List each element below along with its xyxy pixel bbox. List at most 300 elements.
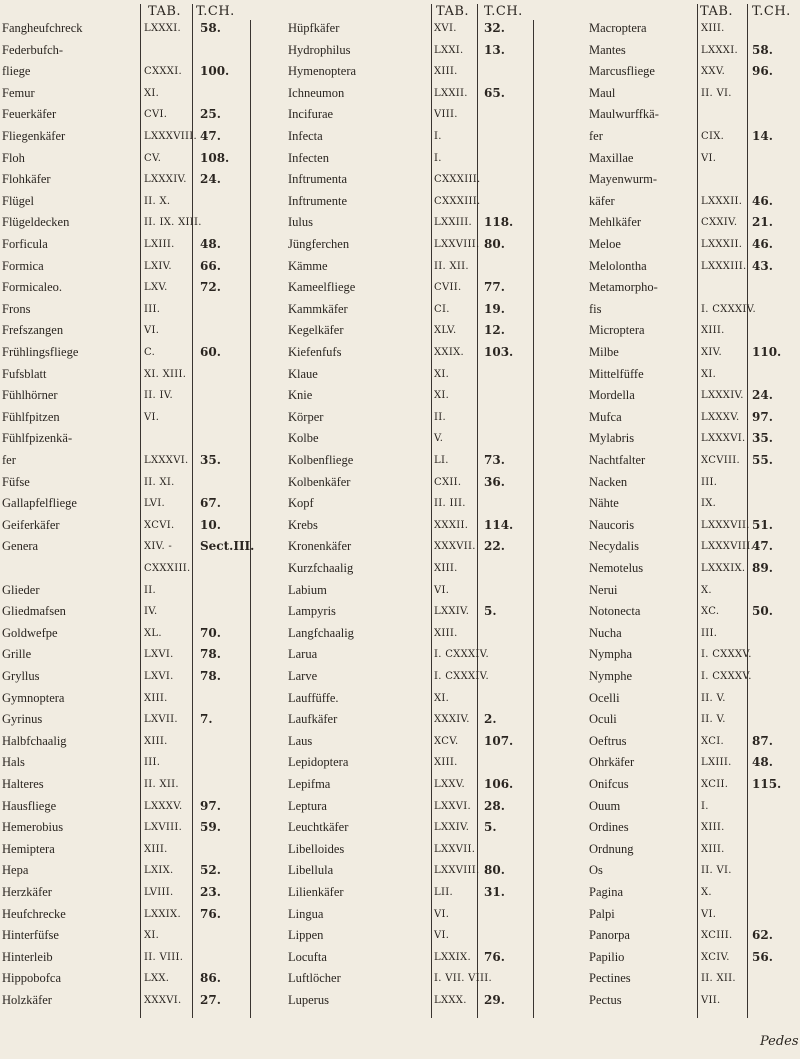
entry-table: LXVII. <box>144 714 178 726</box>
entry-chapter: 24. <box>752 388 773 403</box>
entry-table: LXXXIV. <box>701 390 744 402</box>
entry-chapter: 46. <box>752 237 773 251</box>
entry-term: Fufsblatt <box>2 366 47 381</box>
entry-chapter: 115. <box>752 777 782 791</box>
entry-chapter: 43. <box>752 258 773 273</box>
entry-chapter: 48. <box>200 237 221 251</box>
entry-table: II. V. <box>701 714 726 726</box>
entry-table: I. CXXXIV. <box>701 303 756 315</box>
entry-term: Palpi <box>589 906 615 921</box>
entry-term: fer <box>589 129 603 143</box>
entry-term: Lauffüffe. <box>288 690 339 705</box>
entry-term: Kopf <box>288 496 314 511</box>
entry-chapter: 31. <box>484 885 505 899</box>
entry-table: XI. <box>434 692 450 704</box>
entry-term: Mufca <box>589 409 622 424</box>
entry-term: Mordella <box>589 388 635 403</box>
entry-term: Pagina <box>589 885 624 899</box>
entry-chapter: 55. <box>752 453 773 467</box>
entry-table: LVI. <box>144 498 166 510</box>
entry-term: Hinterfüfse <box>2 928 59 943</box>
entry-table: XCI. <box>701 735 724 747</box>
entry-term: Goldwefpe <box>2 625 58 640</box>
entry-term: Kolbe <box>288 431 319 446</box>
col2-tab-header: TAB. <box>436 4 470 19</box>
entry-table: XXV. <box>701 66 726 78</box>
entry-table: XIII. <box>434 757 458 769</box>
entry-chapter: 65. <box>484 85 505 100</box>
entry-term: Ohrkäfer <box>589 755 635 770</box>
entry-table: LXXXV. <box>701 411 740 423</box>
entry-table: VI. <box>701 152 717 164</box>
entry-chapter: 21. <box>752 215 773 230</box>
entry-table: XIII. <box>701 843 725 855</box>
entry-term: Federbufch- <box>2 42 64 57</box>
entry-table: XI. <box>434 368 450 380</box>
entry-term: Incifurae <box>288 107 334 122</box>
entry-term: Maulwurffkä- <box>589 107 659 122</box>
entry-term: Halbfchaalig <box>2 733 67 748</box>
entry-chapter: 89. <box>752 561 773 575</box>
entry-table: I. <box>701 800 709 812</box>
entry-term: Ichneumon <box>288 85 345 100</box>
entry-term: Mantes <box>589 42 626 57</box>
entry-table: II. <box>434 411 446 423</box>
entry-chapter: 2. <box>484 712 497 727</box>
entry-table: LXXXVI. <box>701 433 746 445</box>
entry-table: C. <box>144 347 156 358</box>
entry-term: Körper <box>288 409 324 424</box>
entry-table: XIII. <box>701 23 725 34</box>
entry-term: Frühlingsfliege <box>2 345 79 359</box>
entry-table: LXIV. <box>144 260 172 272</box>
entry-chapter: 114. <box>484 517 514 532</box>
entry-term: Kolbenfliege <box>288 453 354 467</box>
entry-table: LXIX. <box>144 865 174 877</box>
entry-chapter: 86. <box>200 971 221 986</box>
entry-term: Iulus <box>288 215 313 230</box>
entry-term: Marcusfliege <box>589 64 655 79</box>
entry-table: XIII. <box>144 843 168 855</box>
entry-chapter: 5. <box>484 820 497 835</box>
entry-term: Fühlfpizenkä- <box>2 431 73 446</box>
entry-table: III. <box>701 627 718 639</box>
entry-term: Krebs <box>288 517 318 532</box>
entry-chapter: 56. <box>752 949 773 964</box>
rule <box>431 4 432 1018</box>
entry-term: Labium <box>288 582 327 597</box>
entry-term: Flügel <box>2 193 34 208</box>
entry-term: Pectus <box>589 993 622 1007</box>
col3-tab-header: TAB. <box>700 4 734 19</box>
entry-term: Locufta <box>288 949 327 964</box>
entry-table: VI. <box>434 908 450 920</box>
entry-term: Onifcus <box>589 777 629 791</box>
entry-term: Metamorpho- <box>589 280 658 295</box>
entry-term: Glieder <box>2 582 40 597</box>
entry-chapter: 58. <box>752 42 773 57</box>
entry-table: XLV. <box>434 325 457 337</box>
entry-term: Ordines <box>589 820 629 835</box>
entry-term: Floh <box>2 150 25 165</box>
catchword: Pedes <box>760 1034 799 1049</box>
entry-table: VI. <box>701 908 717 920</box>
entry-table: XIV. - <box>144 541 173 553</box>
entry-table: CXXIV. <box>701 217 738 229</box>
entry-table: LXXXII. <box>701 195 743 207</box>
rule <box>697 4 698 1018</box>
entry-table: CV. <box>144 152 162 164</box>
entry-chapter: 100. <box>200 64 230 79</box>
entry-term: Os <box>589 863 603 878</box>
rule <box>250 20 251 1018</box>
rule <box>747 4 748 1018</box>
entry-table: CXXXIII. <box>434 195 481 207</box>
entry-table: LXXIV. <box>434 822 470 834</box>
entry-chapter: 96. <box>752 64 773 79</box>
entry-table: VII. <box>701 995 721 1006</box>
entry-table: XCIII. <box>701 930 733 942</box>
entry-chapter: 108. <box>200 150 230 165</box>
entry-term: Klaue <box>288 366 318 381</box>
entry-term: Oeftrus <box>589 733 627 748</box>
entry-term: Holzkäfer <box>2 993 52 1007</box>
entry-table: VI. <box>144 411 160 423</box>
entry-term: Nucha <box>589 625 622 640</box>
entry-term: Nachtfalter <box>589 453 646 467</box>
entry-term: Kronenkäfer <box>288 539 352 554</box>
entry-term: Inftrumenta <box>288 172 348 187</box>
entry-term: Hydrophilus <box>288 42 351 57</box>
entry-term: Halteres <box>2 777 44 791</box>
entry-table: III. <box>144 757 161 769</box>
entry-table: LXVI. <box>144 649 174 661</box>
entry-chapter: 24. <box>200 172 221 187</box>
entry-chapter: 28. <box>484 798 505 813</box>
entry-table: LXXX. <box>434 995 467 1006</box>
entry-table: CIX. <box>701 131 725 142</box>
entry-table: XXXVI. <box>144 995 182 1006</box>
entry-table: XC. <box>701 606 720 618</box>
entry-chapter: 22. <box>484 539 505 554</box>
entry-term: Hausfliege <box>2 798 57 813</box>
entry-table: XXXIV. <box>434 714 470 726</box>
entry-table: V. <box>434 433 444 445</box>
entry-table: LXIII. <box>701 757 732 769</box>
entry-table: XI. XIII. <box>144 368 187 380</box>
entry-table: LVIII. <box>144 887 174 898</box>
entry-chapter: 107. <box>484 733 514 748</box>
entry-chapter: 80. <box>484 237 505 251</box>
entry-table: IX. <box>701 498 717 510</box>
entry-term: Mayenwurm- <box>589 172 658 187</box>
entry-term: Kurzfchaalig <box>288 561 354 575</box>
entry-table: II. V. <box>701 692 726 704</box>
entry-term: Lepifma <box>288 777 331 791</box>
entry-term: Grille <box>2 647 32 662</box>
entry-term: Leuchtkäfer <box>288 820 349 835</box>
entry-table: LXX. <box>144 973 170 985</box>
entry-term: Kameelfliege <box>288 280 356 295</box>
entry-table: VIII. <box>434 109 458 121</box>
entry-table: CI. <box>434 303 450 315</box>
entry-table: CXXXIII. <box>434 174 481 186</box>
entry-term: Lilienkäfer <box>288 885 344 899</box>
entry-chapter: 77. <box>484 280 505 295</box>
entry-table: LXXIV. <box>434 606 470 618</box>
entry-table: II. X. <box>144 195 171 207</box>
entry-term: Herzkäfer <box>2 885 52 899</box>
entry-term: Luperus <box>288 993 329 1007</box>
entry-table: XCVIII. <box>701 455 740 466</box>
entry-table: LXXXVIII. <box>144 131 197 142</box>
entry-table: LXXIX. <box>144 908 181 920</box>
entry-term: Melolontha <box>589 258 647 273</box>
entry-term: Libellula <box>288 863 334 878</box>
col1-tch-header: T.CH. <box>196 4 235 19</box>
entry-chapter: 60. <box>200 345 221 359</box>
entry-chapter: 70. <box>200 625 221 640</box>
entry-term: Ouum <box>589 798 621 813</box>
entry-term: Pectines <box>589 971 631 986</box>
entry-table: LXXIII. <box>434 217 473 229</box>
entry-term: Infecta <box>288 129 323 143</box>
entry-term: Fühlfpitzen <box>2 409 60 424</box>
rule <box>533 20 534 1018</box>
entry-chapter: 25. <box>200 107 221 122</box>
entry-chapter: 13. <box>484 42 505 57</box>
entry-table: II. XI. <box>144 476 175 488</box>
entry-table: I. VII. VIII. <box>434 973 492 985</box>
entry-term: Langfchaalig <box>288 625 354 640</box>
entry-term: Gryllus <box>2 669 40 683</box>
entry-table: LI. <box>434 455 449 466</box>
entry-term: Flohkäfer <box>2 172 51 187</box>
entry-term: Nympha <box>589 647 633 662</box>
entry-term: Larve <box>288 669 318 683</box>
entry-term: Macroptera <box>589 21 647 35</box>
entry-table: LXXIX. <box>434 951 471 963</box>
entry-table: LXXXII. <box>701 239 743 250</box>
entry-table: LXXV. <box>434 779 466 790</box>
entry-table: LXXXI. <box>701 44 738 56</box>
entry-term: Fühlhörner <box>2 388 58 403</box>
entry-table: X. <box>701 887 712 898</box>
entry-term: Hals <box>2 755 25 770</box>
entry-term: Nacken <box>589 474 628 489</box>
entry-table: CVI. <box>144 109 168 121</box>
rule <box>192 4 193 1018</box>
entry-term: Panorpa <box>589 928 630 943</box>
entry-term: Kegelkäfer <box>288 323 344 338</box>
entry-term: Geiferkäfer <box>2 517 60 532</box>
entry-chapter: 87. <box>752 733 773 748</box>
entry-chapter: 29. <box>484 993 505 1007</box>
entry-table: LXXXI. <box>144 23 181 34</box>
entry-table: XIV. <box>701 347 722 358</box>
entry-term: Mylabris <box>589 431 635 446</box>
entry-term: Lippen <box>288 928 324 943</box>
entry-term: Naucoris <box>589 517 635 532</box>
entry-table: VI. <box>144 325 160 337</box>
entry-term: Laus <box>288 733 313 748</box>
entry-term: Feuerkäfer <box>2 107 57 122</box>
entry-chapter: 59. <box>200 820 221 835</box>
entry-table: LXXXV. <box>144 800 183 812</box>
entry-table: XIII. <box>434 563 458 574</box>
entry-term: Hippobofca <box>2 971 62 986</box>
entry-term: Femur <box>2 85 35 100</box>
entry-table: LXXXIV. <box>144 174 187 186</box>
entry-term: Papilio <box>589 949 625 964</box>
entry-term: Ordnung <box>589 841 634 856</box>
entry-chapter: 76. <box>200 906 221 921</box>
entry-term: Hemiptera <box>2 841 55 856</box>
entry-chapter: 10. <box>200 517 221 532</box>
entry-table: II. VIII. <box>144 951 184 963</box>
entry-chapter: 52. <box>200 863 221 878</box>
entry-term: fer <box>2 453 16 467</box>
entry-chapter: 46. <box>752 193 773 208</box>
entry-term: Mehlkäfer <box>589 215 642 230</box>
entry-term: Fliegenkäfer <box>2 129 66 143</box>
entry-term: Maxillae <box>589 150 634 165</box>
entry-term: fliege <box>2 64 31 79</box>
entry-table: VI. <box>434 584 450 596</box>
entry-term: Maul <box>589 85 616 100</box>
entry-table: II. IV. <box>144 390 173 402</box>
entry-term: Gallapfelfliege <box>2 496 77 511</box>
entry-table: II. VI. <box>701 87 732 99</box>
entry-chapter: Sect.III. <box>200 539 255 554</box>
entry-chapter: 76. <box>484 949 505 964</box>
entry-term: Gyrinus <box>2 712 43 727</box>
entry-chapter: 50. <box>752 604 773 619</box>
entry-term: Kammkäfer <box>288 301 348 316</box>
entry-table: CXXXIII. <box>144 563 191 574</box>
entry-term: Luftlöcher <box>288 971 341 986</box>
entry-table: IV. <box>144 606 158 618</box>
rule <box>140 4 141 1018</box>
entry-table: XIII. <box>434 627 458 639</box>
entry-table: CVII. <box>434 282 462 294</box>
entry-term: Laufkäfer <box>288 712 338 727</box>
entry-table: LXXVIII. <box>434 239 480 250</box>
entry-chapter: 47. <box>200 129 221 143</box>
entry-chapter: 27. <box>200 993 221 1007</box>
entry-table: XXXII. <box>434 519 469 531</box>
entry-chapter: 32. <box>484 21 505 35</box>
entry-chapter: 78. <box>200 647 221 662</box>
entry-chapter: 97. <box>752 409 773 424</box>
entry-table: I. CXXXV. <box>701 671 752 682</box>
entry-table: III. <box>144 303 161 315</box>
entry-term: Ocelli <box>589 690 620 705</box>
entry-term: Oculi <box>589 712 617 727</box>
entry-chapter: 97. <box>200 798 221 813</box>
entry-table: II. VI. <box>701 865 732 877</box>
entry-term: Jüngferchen <box>288 237 350 251</box>
entry-table: II. XII. <box>144 779 179 790</box>
entry-chapter: 73. <box>484 453 505 467</box>
entry-term: Hepa <box>2 863 29 878</box>
entry-term: Genera <box>2 539 39 554</box>
entry-term: Nemotelus <box>589 561 644 575</box>
entry-table: LXXI. <box>434 44 464 56</box>
entry-term: Notonecta <box>589 604 641 619</box>
entry-table: XI. <box>701 368 717 380</box>
entry-term: Leptura <box>288 798 327 813</box>
entry-table: X. <box>701 584 712 596</box>
entry-table: XXIX. <box>434 347 464 358</box>
entry-table: XIII. <box>701 325 725 337</box>
entry-term: Hemerobius <box>2 820 64 835</box>
entry-chapter: 58. <box>200 21 221 35</box>
entry-term: Kiefenfufs <box>288 345 342 359</box>
entry-table: CXII. <box>434 476 462 488</box>
entry-table: II. <box>144 584 156 596</box>
entry-term: Füfse <box>2 474 30 489</box>
entry-term: Formica <box>2 258 44 273</box>
entry-term: Hüpfkäfer <box>288 21 340 35</box>
entry-table: XL. <box>144 627 162 639</box>
entry-term: Milbe <box>589 345 619 359</box>
entry-term: Frons <box>2 301 31 316</box>
entry-term: Heufchrecke <box>2 906 66 921</box>
entry-table: I. <box>434 152 442 164</box>
entry-term: Hinterleib <box>2 949 53 964</box>
entry-table: LXXXVI. <box>144 455 189 466</box>
entry-table: LXXVIII. <box>434 865 480 877</box>
entry-chapter: 48. <box>752 755 773 770</box>
entry-table: LXXXIX. <box>701 563 746 574</box>
entry-chapter: 23. <box>200 885 221 899</box>
entry-chapter: 35. <box>200 453 221 467</box>
entry-table: XCIV. <box>701 951 730 963</box>
entry-term: käfer <box>589 193 615 208</box>
entry-chapter: 110. <box>752 345 782 359</box>
col2-tch-header: T.CH. <box>484 4 523 19</box>
entry-term: fis <box>589 301 602 316</box>
entry-table: XCII. <box>701 779 729 790</box>
entry-table: XCVI. <box>144 519 175 531</box>
entry-table: XI. <box>434 390 450 402</box>
entry-chapter: 66. <box>200 258 221 273</box>
entry-table: I. <box>434 131 442 142</box>
entry-table: XIII. <box>144 735 168 747</box>
entry-table: I. CXXXIV. <box>434 649 489 661</box>
entry-table: LXXXVII. <box>701 519 750 531</box>
entry-term: Gliedmafsen <box>2 604 66 619</box>
entry-chapter: 5. <box>484 604 497 619</box>
entry-chapter: 80. <box>484 863 505 878</box>
entry-table: II. III. <box>434 498 466 510</box>
entry-chapter: 19. <box>484 301 505 316</box>
entry-term: Libelloides <box>288 841 345 856</box>
entry-table: III. <box>701 476 718 488</box>
col1-tab-header: TAB. <box>148 4 182 19</box>
entry-term: Nähte <box>589 496 619 511</box>
entry-chapter: 47. <box>752 539 773 554</box>
entry-table: LXXXVIII. <box>701 541 754 553</box>
entry-term: Mittelfüffe <box>589 366 644 381</box>
entry-table: XIII. <box>434 66 458 78</box>
entry-term: Meloe <box>589 237 621 251</box>
entry-chapter: 67. <box>200 496 221 511</box>
entry-table: XCV. <box>434 735 459 747</box>
entry-table: LII. <box>434 887 453 898</box>
entry-chapter: 103. <box>484 345 514 359</box>
